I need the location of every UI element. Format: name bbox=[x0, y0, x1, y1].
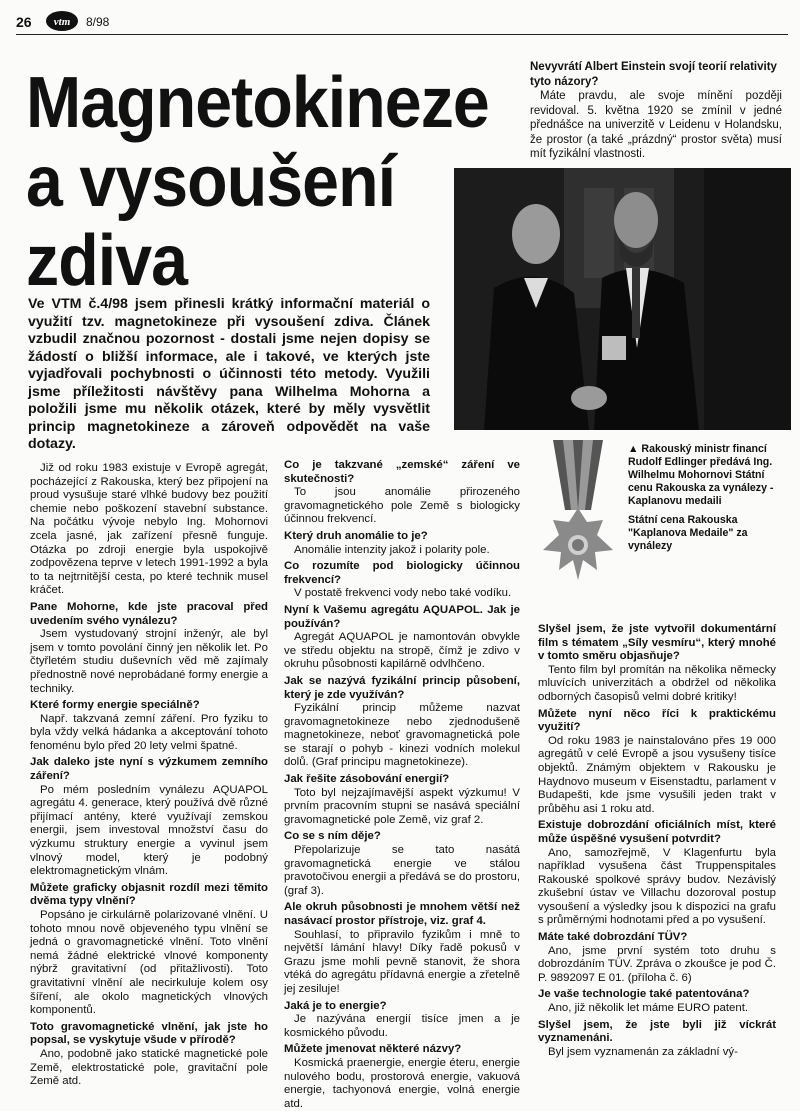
question: Co rozumíte pod biologicky účinnou frekvencí? bbox=[284, 560, 520, 586]
intro-answer: Máte pravdu, ale svoje mínění později revidoval. 5. května 1920 se zmínil v jedné přednášce na univerzitě v Leidenu v Holandsku, že prostor (a také „prázdný“ prostor světa) musí mít fyzikální vlastnosti. bbox=[530, 90, 782, 160]
answer: Jsem vystudovaný strojní inženýr, ale byl jsem v tomto povolání činný jen několik let. Po čtyřletém studiu duševních věd mě zajímaly přednostně nové neprobádané formy energie a techniky. bbox=[30, 628, 268, 695]
answer: Již od roku 1983 existuje v Evropě agregát, pocházející z Rakouska, který bez připojení na proud vysušuje staré vlhké budovy bez použití chemie nebo poškození stavební substance. Na počátku vývoje nebylo Ing. Mohornovi zcela jasné, jak zařízení přesně funguje. Otázka po zdroji energie byla uspokojivě zodpovězena teprve v letech 1991-1992 a byla to ta nejtrnitější cesta, po které technik musel kráčet. bbox=[30, 462, 268, 597]
question: Co je takzvané „zemské“ záření ve skutečnosti? bbox=[284, 459, 520, 485]
answer: Agregát AQUAPOL je namontován obvykle ve středu objektu na stropě, čímž je zdivo v okruhu působnosti kapilárně odvlhčeno. bbox=[284, 631, 520, 671]
question: Jak se nazývá fyzikální princip působení, který je zde využíván? bbox=[284, 674, 520, 701]
question: Jak řešite zásobování energií? bbox=[284, 773, 450, 786]
question: Který druh anomálie to je? bbox=[284, 529, 428, 542]
answer: Souhlasí, to připravilo fyzikům i mně to největší lámání hlavy! Díky řadě pokusů v Grazu jsme mohli pevně stanovit, že shora vtéká do agregátu přídavná energie a zřetelně jej zesiluje! bbox=[284, 928, 520, 995]
answer: Byl jsem vyznamenán za základní vý- bbox=[548, 1045, 738, 1058]
issue-number: 8/98 bbox=[86, 15, 110, 29]
answer: Např. takzvaná zemní záření. Pro fyziku to byla vždy velká hádanka a akceptování tohoto fenoménu bylo před 20 lety velmi špatné. bbox=[30, 712, 268, 752]
question: Můžete graficky objasnit rozdíl mezi těmito dvěma typy vlnění? bbox=[30, 881, 268, 908]
column-2 bbox=[284, 456, 520, 1110]
page-header bbox=[16, 8, 788, 35]
question: Ale okruh působnosti je mnohem větší než nasávací prostor přístroje, viz. graf 4. bbox=[284, 901, 520, 927]
answer: Fyzikální princip můžeme nazvat gravomagnetokineze nebo zjednodušeně magnetokineze, neboť gravomagnetická pole se starají o pohyb - kinezi vodních molekul dolů. (Graf principu magnetokineze). bbox=[284, 702, 520, 769]
question: Můžete nyní něco říci k praktickému využití? bbox=[538, 707, 776, 734]
answer: Po mém posledním vynálezu AQUAPOL agregátu 4. generace, který používá dvě různé přijímací antény, které využívají zemskou energii, jsem investoval množství času do výzkumu struktury energie a vyvinul jsem vlnový model, který je podobný elektromagnetickým vlnám. bbox=[30, 783, 268, 878]
answer: Přepolarizuje se tato nasátá gravomagnetická energie ve stálou pravotočivou energii a předává se do prostoru, (graf 3). bbox=[284, 844, 520, 897]
page-number: 26 bbox=[16, 14, 32, 30]
question: Toto gravomagnetické vlnění, jak jste ho popsal, se vyskytuje všude v přírodě? bbox=[30, 1020, 268, 1047]
question: Co se s ním děje? bbox=[284, 830, 381, 843]
vtm-logo bbox=[44, 10, 80, 32]
answer: V postatě frekvenci vody nebo také vodíku. bbox=[294, 587, 512, 600]
question: Můžete jmenovat některé názvy? bbox=[284, 1043, 462, 1056]
column-3 bbox=[538, 620, 776, 1088]
question: Existuje dobrozdání oficiálních míst, které může úspěšné vysušení potvrdit? bbox=[538, 819, 776, 845]
answer: Kosmická praenergie, energie éteru, energie nulového bodu, prostorová energie, vakuová energie, tachyonová energie, volná energie atd. bbox=[284, 1056, 520, 1110]
caption-award: ▲ Rakouský ministr financí Rudolf Edlinger předává Ing. Wilhelmu Mohornovi Státní cenu Rakouska za vynálezy - Kaplanovu medaili bbox=[628, 443, 774, 507]
question: Jak daleko jste nyní s výzkumem zemního záření? bbox=[30, 756, 268, 783]
award-photo bbox=[454, 168, 791, 430]
answer: Tento film byl promítán na několika německy mluvících univerzitách a obdržel od několika odborných časopisů velmi dobré kritiky! bbox=[538, 663, 776, 703]
svg-text:vtm: vtm bbox=[53, 16, 71, 28]
answer: Ano, jsme první systém toto druhu s dobrozdáním TÜV. Zpráva o zkoušce je pod Č. P. 9892097 E 01. (příloha č. 6) bbox=[538, 944, 776, 984]
question: Nyní k Vašemu agregátu AQUAPOL. Jak je používán? bbox=[284, 603, 520, 630]
question: Slyšel jsem, že jste byli již víckrát vyznamenáni. bbox=[538, 1018, 776, 1045]
intro-question: Nevyvrátí Albert Einstein svojí teorií relativity tyto názory? bbox=[530, 61, 777, 88]
question: Jaká je to energie? bbox=[284, 999, 387, 1012]
question: Které formy energie speciálně? bbox=[30, 699, 200, 712]
answer: Ano, podobně jako statické magnetické pole Země, elektrostatické pole, gravitační pole Země atd. bbox=[30, 1047, 268, 1088]
answer: Od roku 1983 je nainstalováno přes 19 000 agregátů v celé Evropě a jsou vysušeny tisíce objektů. Známým objektem v Rakousku je Haydnovo museum v Eisenstadtu, parlament v Budapešti, kde jsme vysušili jeden trakt v průběhu asi 1 roku atd. bbox=[538, 734, 776, 815]
caption-medal: Státní cena Rakouska "Kaplanova Medaile" za vynálezy bbox=[628, 514, 748, 552]
answer: Je nazývána energií tisíce jmen a je kosmického původu. bbox=[284, 1013, 520, 1039]
photo-caption bbox=[628, 443, 788, 559]
lead-paragraph: Ve VTM č.4/98 jsem přinesli krátký informační materiál o využití tzv. magnetokineze při vysoušení zdiva. Článek vzbudil značnou pozornost - dostali jsme nejen dopisy se žádostí o bližší informace, ale i takové, ve kterých jste vyjadřovali pochybnosti o účinnosti této metody. Využili jsme příležitosti návštěvy pana Wilhelma Mohorna a položili jsme mu několik otázek, které by měly vysvětlit princip magnetokineze a zároveň odpovědět na vaše dotazy. bbox=[28, 296, 430, 452]
answer: Anomálie intenzity jakož i polarity pole. bbox=[294, 543, 490, 556]
question: Slyšel jsem, že jste vytvořil dokumentární film s tématem „Síly vesmíru“, který mnohé v tomto směru objasňuje? bbox=[538, 623, 776, 663]
question: Máte také dobrozdání TÜV? bbox=[538, 931, 688, 944]
answer: Ano, již několik let máme EURO patent. bbox=[548, 1002, 749, 1015]
answer: Popsáno je cirkulárně polarizované vlnění. U tohoto mnou nově objeveného typu vlnění se jedná o gravomagnetické vlnění. Toto vlnění nemá žádné elektrické vlnové komponenty nýbrž gravitativní (od přitažlivosti). Toto gravitativní vlnění ale necirkuluje kolem osy šíření, ale okolo magnetických vlnových komponentů. bbox=[30, 909, 268, 1017]
answer: Toto byl nejzajímavější aspekt výzkumu! V prvním pracovním stupni se nasává speciální gravomagnetické pole Země, viz graf 2. bbox=[284, 786, 520, 826]
answer: To jsou anomálie přirozeného gravomagnetického pole Země s biologicky účinnou frekvencí. bbox=[284, 486, 520, 526]
question: Pane Mohorne, kde jste pracoval před uvedením svého vynálezu? bbox=[30, 600, 268, 627]
medal-image bbox=[533, 440, 623, 590]
question: Je vaše technologie také patentována? bbox=[538, 988, 750, 1001]
intro-qa bbox=[530, 60, 782, 162]
article-title: Magnetokineze a vysoušení zdiva bbox=[26, 63, 489, 301]
column-1 bbox=[30, 462, 268, 1088]
answer: Ano, samozřejmě, V Klagenfurtu byla například vysušena část Truppenspitales Rakouské spolkové správy budov. Nezávislý zkušební ústav ve Villachu dozoroval postup vysoušení a výsledky jsou k dispozici na grafu s průměrnými hodnotami před a po vysušení. bbox=[538, 846, 776, 927]
